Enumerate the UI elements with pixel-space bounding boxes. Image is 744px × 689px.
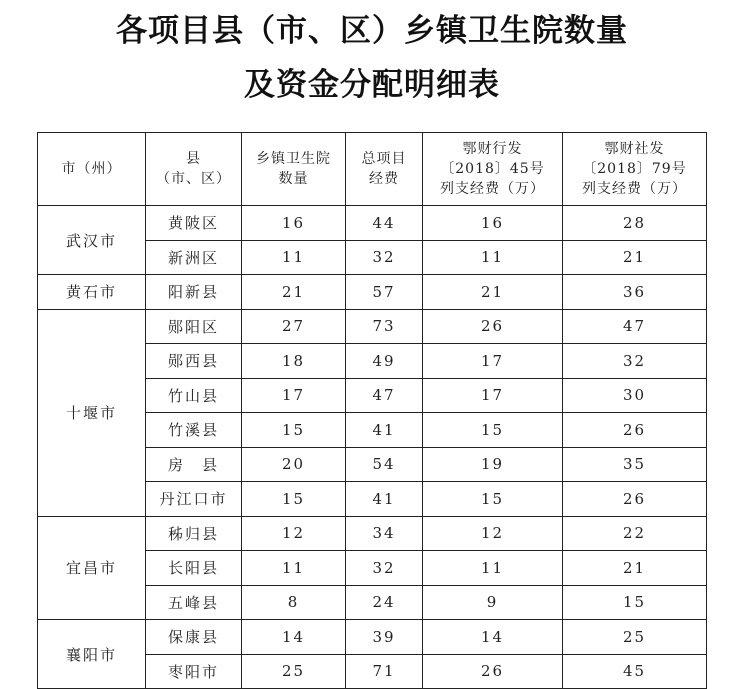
total-fund-cell: 47 — [346, 378, 423, 413]
clinic-count-cell: 18 — [242, 344, 346, 379]
city-cell: 十堰市 — [38, 309, 146, 516]
fund-79-cell: 22 — [563, 516, 707, 551]
fund-79-cell: 21 — [563, 240, 707, 275]
county-cell: 竹溪县 — [146, 413, 242, 448]
fund-79-cell: 30 — [563, 378, 707, 413]
fund-79-cell: 28 — [563, 206, 707, 241]
fund-45-cell: 9 — [423, 585, 563, 620]
county-cell: 五峰县 — [146, 585, 242, 620]
clinic-count-cell: 21 — [242, 275, 346, 310]
city-cell: 黄石市 — [38, 275, 146, 310]
total-fund-cell: 41 — [346, 413, 423, 448]
city-cell: 宜昌市 — [38, 516, 146, 620]
fund-45-cell: 14 — [423, 620, 563, 655]
header-clinic-count — [242, 133, 346, 206]
clinic-count-cell: 17 — [242, 378, 346, 413]
header-line: 鄂财社发 — [604, 141, 665, 157]
header-fund-79 — [563, 133, 707, 206]
fund-45-cell: 26 — [423, 654, 563, 689]
table-row — [38, 620, 707, 655]
clinic-count-cell: 27 — [242, 309, 346, 344]
fund-45-cell: 21 — [423, 275, 563, 310]
fund-79-cell: 26 — [563, 482, 707, 517]
clinic-count-cell: 16 — [242, 206, 346, 241]
total-fund-cell: 44 — [346, 206, 423, 241]
header-city — [38, 133, 146, 206]
table-row — [38, 516, 707, 551]
header-line: 经费 — [369, 171, 399, 187]
county-cell: 枣阳市 — [146, 654, 242, 689]
clinic-count-cell: 15 — [242, 413, 346, 448]
header-line: 〔2018〕45号 — [440, 161, 545, 177]
header-line: 乡镇卫生院 — [256, 151, 331, 167]
county-cell: 房 县 — [146, 447, 242, 482]
document-title — [0, 0, 744, 110]
header-county — [146, 133, 242, 206]
county-cell: 长阳县 — [146, 551, 242, 586]
header-total-fund — [346, 133, 423, 206]
total-fund-cell: 57 — [346, 275, 423, 310]
header-line: 数量 — [278, 171, 309, 187]
county-cell: 郧西县 — [146, 344, 242, 379]
clinic-count-cell: 20 — [242, 447, 346, 482]
county-cell: 新洲区 — [146, 240, 242, 275]
fund-79-cell: 45 — [563, 654, 707, 689]
fund-79-cell: 15 — [563, 585, 707, 620]
county-cell: 黄陂区 — [146, 206, 242, 241]
total-fund-cell: 39 — [346, 620, 423, 655]
fund-79-cell: 26 — [563, 413, 707, 448]
clinic-count-cell: 11 — [242, 240, 346, 275]
county-cell: 保康县 — [146, 620, 242, 655]
clinic-count-cell: 25 — [242, 654, 346, 689]
fund-79-cell: 25 — [563, 620, 707, 655]
header-line: 列支经费（万） — [582, 181, 687, 197]
header-line: 〔2018〕79号 — [582, 161, 687, 177]
header-line: （市、区） — [156, 171, 231, 187]
fund-79-cell: 32 — [563, 344, 707, 379]
table-row — [38, 206, 707, 241]
fund-45-cell: 17 — [423, 378, 563, 413]
county-cell: 秭归县 — [146, 516, 242, 551]
fund-79-cell: 36 — [563, 275, 707, 310]
header-line: 县 — [186, 151, 201, 167]
clinic-count-cell: 8 — [242, 585, 346, 620]
county-cell: 阳新县 — [146, 275, 242, 310]
city-cell: 武汉市 — [38, 206, 146, 275]
header-line: 总项目 — [361, 151, 407, 167]
fund-79-cell: 35 — [563, 447, 707, 482]
fund-45-cell: 15 — [423, 482, 563, 517]
total-fund-cell: 73 — [346, 309, 423, 344]
total-fund-cell: 32 — [346, 551, 423, 586]
clinic-count-cell: 15 — [242, 482, 346, 517]
city-cell: 襄阳市 — [38, 620, 146, 689]
header-fund-45 — [423, 133, 563, 206]
title-line-1: 各项目县（市、区）乡镇卫生院数量 — [116, 13, 628, 49]
total-fund-cell: 32 — [346, 240, 423, 275]
total-fund-cell: 71 — [346, 654, 423, 689]
header-line: 市（州） — [61, 161, 122, 177]
county-cell: 郧阳区 — [146, 309, 242, 344]
clinic-count-cell: 12 — [242, 516, 346, 551]
fund-45-cell: 11 — [423, 551, 563, 586]
total-fund-cell: 24 — [346, 585, 423, 620]
fund-79-cell: 21 — [563, 551, 707, 586]
table-row — [38, 309, 707, 344]
title-line-2: 及资金分配明细表 — [244, 67, 500, 103]
fund-45-cell: 15 — [423, 413, 563, 448]
clinic-count-cell: 11 — [242, 551, 346, 586]
total-fund-cell: 41 — [346, 482, 423, 517]
total-fund-cell: 49 — [346, 344, 423, 379]
header-line: 列支经费（万） — [440, 181, 545, 197]
fund-45-cell: 19 — [423, 447, 563, 482]
fund-45-cell: 26 — [423, 309, 563, 344]
fund-45-cell: 11 — [423, 240, 563, 275]
header-line: 鄂财行发 — [462, 141, 523, 157]
county-cell: 竹山县 — [146, 378, 242, 413]
county-cell: 丹江口市 — [146, 482, 242, 517]
fund-45-cell: 17 — [423, 344, 563, 379]
total-fund-cell: 34 — [346, 516, 423, 551]
table-header-row — [38, 133, 707, 206]
clinic-count-cell: 14 — [242, 620, 346, 655]
table-body — [38, 206, 707, 689]
fund-79-cell: 47 — [563, 309, 707, 344]
fund-45-cell: 16 — [423, 206, 563, 241]
table-row — [38, 275, 707, 310]
total-fund-cell: 54 — [346, 447, 423, 482]
allocation-table — [37, 132, 707, 689]
fund-45-cell: 12 — [423, 516, 563, 551]
